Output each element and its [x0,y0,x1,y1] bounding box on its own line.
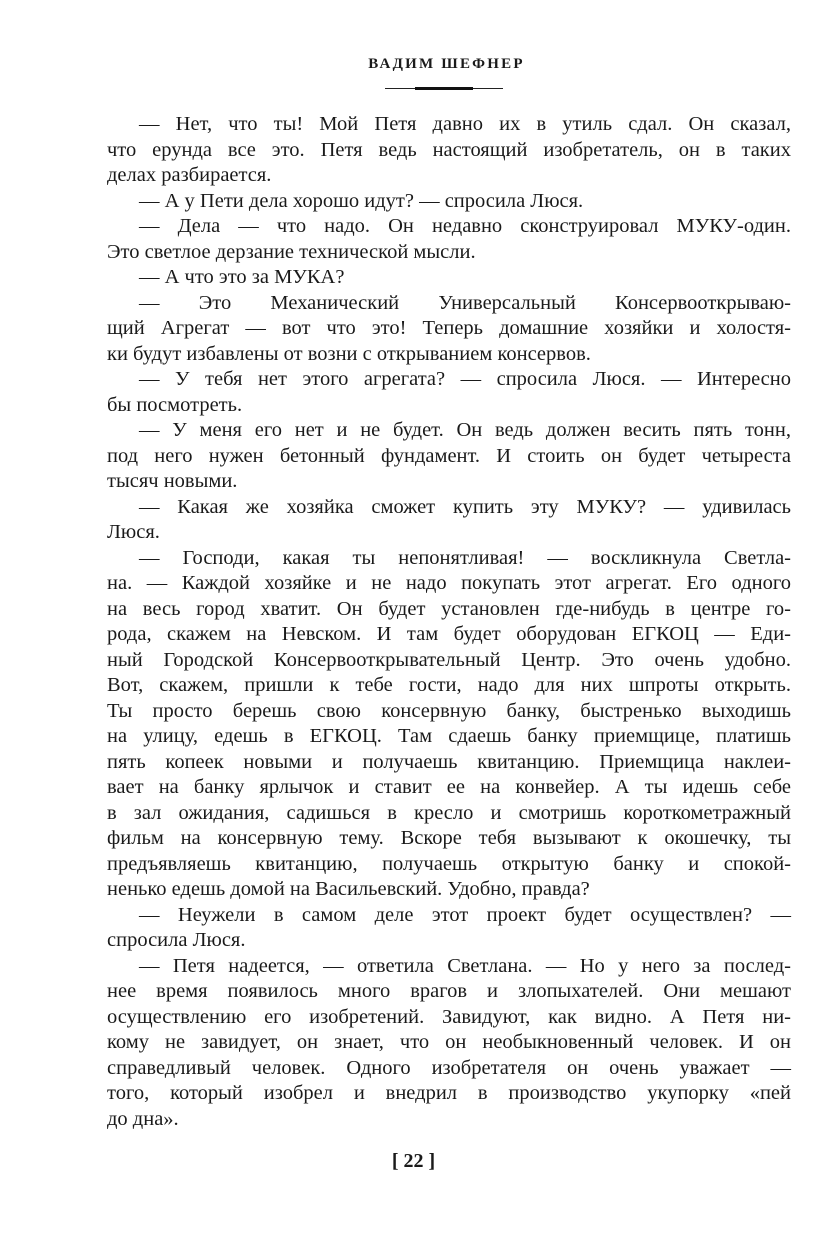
paragraph [107,189,791,215]
text-line: ненько едешь домой на Васильевский. Удобно, правда? [107,878,590,900]
text-line: на весь город хватит. Он будет установлен где-нибудь в центре го- [107,597,791,620]
text-line: Вот, скажем, пришли к тебе гости, надо для них шпроты открыть. [107,674,791,696]
text-line: пять копеек новыми и получаешь квитанцию. Приемщица наклеи- [107,750,791,773]
text-line: — Неужели в самом деле этот проект будет осуществлен? — [139,903,791,926]
paragraph [107,546,791,903]
text-line: предъявляешь квитанцию, получаешь открытую банку и спокой- [107,852,791,875]
text-line: — А у Пети дела хорошо идут? — спросила Люся. [139,189,584,212]
text-line: в зал ожидания, садишься в кресло и смотришь короткометражный [107,801,791,824]
text-line: — Господи, какая ты непонятливая! — воскликнула Светла- [139,546,791,569]
paragraph [107,903,791,954]
text-line: — Нет, что ты! Мой Петя давно их в утиль сдал. Он сказал, [139,113,791,135]
page-number: [ 22 ] [391,1150,436,1172]
paragraph [107,112,791,189]
text-line: на улицу, едешь в ЕГКОЦ. Там сдаешь банку приемщице, платишь [107,725,791,747]
text-line: ный Городской Консервооткрывательный Центр. Это очень удобно. [107,648,791,671]
paragraph [107,367,791,418]
text-line: ки будут избавлены от возни с открыванием консервов. [107,342,591,365]
text-line: — Петя надеется, — ответила Светлана. — Но у него за послед- [139,954,791,977]
paragraph [107,495,791,546]
text-line: под него нужен бетонный фундамент. И стоить он будет четыреста [107,444,791,467]
text-line: рода, скажем на Невском. И там будет оборудован ЕГКОЦ — Еди- [107,623,791,645]
header-rule [385,88,503,89]
text-line: — А что это за МУКА? [139,266,345,288]
text-line: делах разбирается. [107,164,272,186]
text-line: кому не завидует, он знает, что он необыкновенный человек. И он [107,1031,791,1053]
paragraph [107,418,791,495]
text-line: — Какая же хозяйка сможет купить эту МУКУ? — удивилась [139,495,791,518]
text-line: Ты просто берешь свою консервную банку, быстренько выходишь [107,699,791,722]
text-line: — Это Механический Универсальный Консервооткрываю- [139,291,791,314]
text-line: осуществлению его изобретений. Завидуют, как видно. А Петя ни- [107,1005,791,1028]
paragraph [107,954,791,1133]
text-line: — У тебя нет этого агрегата? — спросила Люся. — Интересно [139,368,791,390]
paragraph [107,265,791,291]
text-line: что ерунда все это. Петя ведь настоящий изобретатель, он в таких [107,138,791,161]
body-text [107,112,791,1132]
text-line: щий Агрегат — вот что это! Теперь домашние хозяйки и холостя- [107,317,791,339]
text-line: фильм на консервную тему. Вскоре тебя вызывают к окошечку, ты [107,827,791,849]
text-line: вает на банку ярлычок и ставит ее на конвейер. А ты идешь себе [107,776,791,798]
text-line: до дна». [107,1107,179,1130]
text-line: спросила Люся. [107,929,246,951]
text-line: тысяч новыми. [107,470,238,492]
text-line: справедливый человек. Одного изобретателя он очень уважает — [107,1056,791,1079]
text-line: нее время появилось много врагов и злопыхателей. Они мешают [107,980,791,1002]
text-line: бы посмотреть. [107,393,243,416]
text-line: Люся. [107,521,160,543]
text-line: — Дела — что надо. Он недавно сконструировал МУКУ-один. [139,215,791,237]
text-line: на. — Каждой хозяйке и не надо покупать этот агрегат. Его одного [107,572,791,594]
paragraph [107,291,791,368]
text-line: того, который изобрел и внедрил в производство укупорку «пей [107,1082,791,1104]
text-line: Это светлое дерзание технической мысли. [107,240,476,263]
text-line: — У меня его нет и не будет. Он ведь должен весить пять тонн, [139,419,791,441]
paragraph [107,214,791,265]
running-head-author: ВАДИМ ШЕФНЕР [368,56,525,72]
